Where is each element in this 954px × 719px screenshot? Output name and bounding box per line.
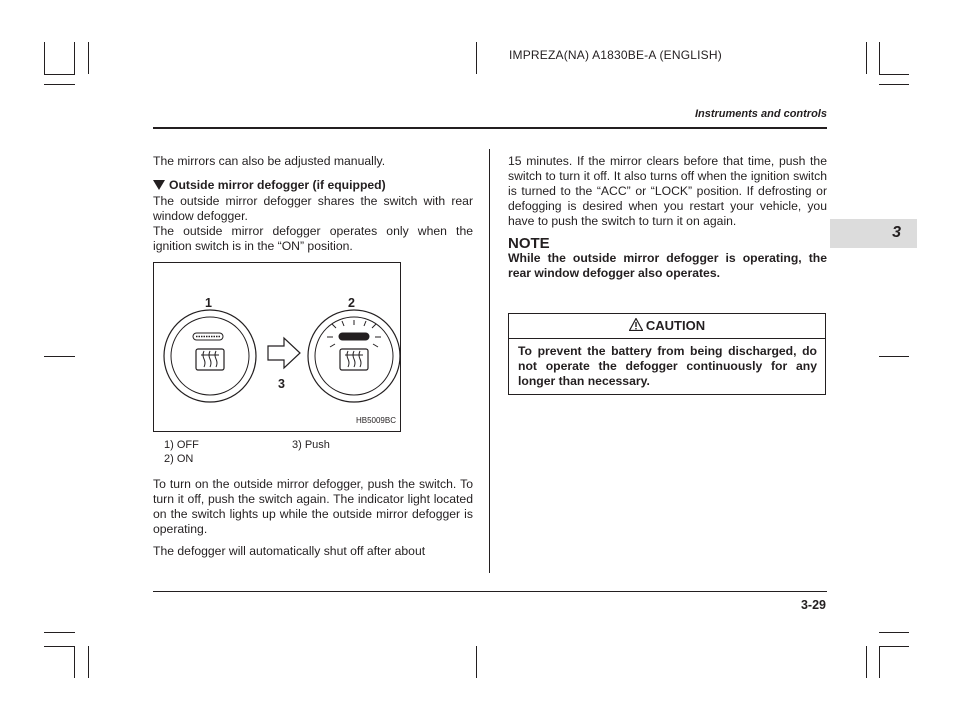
paragraph: The outside mirror defogger shares the switch with rear window defogger.	[153, 194, 473, 223]
caution-text: To prevent the battery from being discharged, do not operate the defogger continuously for any longer than necessary.	[518, 344, 817, 388]
subheading	[153, 178, 473, 193]
legend-item: 2) ON	[164, 453, 194, 465]
crop-mark	[88, 646, 89, 678]
crop-mark	[476, 646, 477, 678]
figure-label-2: 2	[348, 296, 355, 310]
crop-mark	[44, 632, 75, 633]
crop-mark	[44, 74, 75, 75]
crop-mark	[879, 42, 880, 74]
crop-mark	[44, 42, 45, 74]
page-number: 3-29	[800, 598, 826, 612]
column-divider	[489, 149, 490, 573]
caution-title: CAUTION	[645, 318, 706, 333]
figure-code: HB5009BC	[355, 416, 396, 425]
crop-mark	[44, 646, 75, 647]
crop-mark	[879, 646, 909, 647]
chapter-tab	[830, 219, 917, 248]
figure-label-1: 1	[205, 296, 212, 310]
document-code: IMPREZA(NA) A1830BE-A (ENGLISH)	[509, 48, 722, 62]
warning-icon	[629, 318, 643, 331]
left-column	[153, 154, 473, 254]
paragraph: 15 minutes. If the mirror clears before that time, push the switch to turn it off. It also turns off when the ignition switch is turned to the “ACC” or “LOCK” position. If defrosting or defogging is desired when you restart your vehicle, you have to push the switch to turn it on again.	[508, 154, 827, 228]
subheading-text: Outside mirror defogger (if equipped)	[169, 178, 386, 192]
crop-mark	[476, 42, 477, 74]
defogger-switch-figure	[153, 262, 401, 432]
crop-mark	[879, 646, 880, 678]
footer-rule	[153, 591, 827, 592]
section-title: Instruments and controls	[694, 108, 827, 120]
crop-mark	[879, 356, 909, 357]
paragraph: The defogger will automatically shut off after about	[153, 544, 426, 558]
legend-item: 3) Push	[292, 439, 330, 451]
paragraph: To turn on the outside mirror defogger, push the switch. To turn it off, push the switch again. The indicator light located on the switch lights up while the outside mirror defogger is operating.	[153, 477, 473, 536]
crop-mark	[879, 632, 909, 633]
crop-mark	[74, 646, 75, 678]
right-column	[508, 154, 827, 281]
crop-mark	[74, 42, 75, 74]
header-rule	[153, 127, 827, 129]
figure-label-3: 3	[278, 377, 285, 391]
chapter-number: 3	[892, 224, 901, 241]
switch-on-icon	[308, 310, 400, 402]
legend-item: 1) OFF	[164, 439, 199, 451]
left-column-lower	[153, 477, 473, 559]
note-title: NOTE	[508, 235, 550, 252]
crop-mark	[88, 42, 89, 74]
caution-header	[509, 314, 825, 339]
crop-mark	[44, 84, 75, 85]
crop-mark	[44, 356, 75, 357]
push-arrow-icon	[268, 338, 300, 368]
caution-box	[508, 313, 826, 395]
crop-mark	[866, 646, 867, 678]
note-text: While the outside mirror defogger is operating, the rear window defogger also operates.	[508, 251, 827, 280]
paragraph: The outside mirror defogger operates only when the ignition switch is in the “ON” position.	[153, 224, 473, 253]
crop-mark	[879, 84, 909, 85]
triangle-bullet-icon	[153, 180, 165, 190]
switch-off-icon	[164, 310, 256, 402]
crop-mark	[879, 74, 909, 75]
intro-paragraph: The mirrors can also be adjusted manually.	[153, 154, 386, 168]
crop-mark	[866, 42, 867, 74]
switch-illustration	[154, 263, 400, 431]
